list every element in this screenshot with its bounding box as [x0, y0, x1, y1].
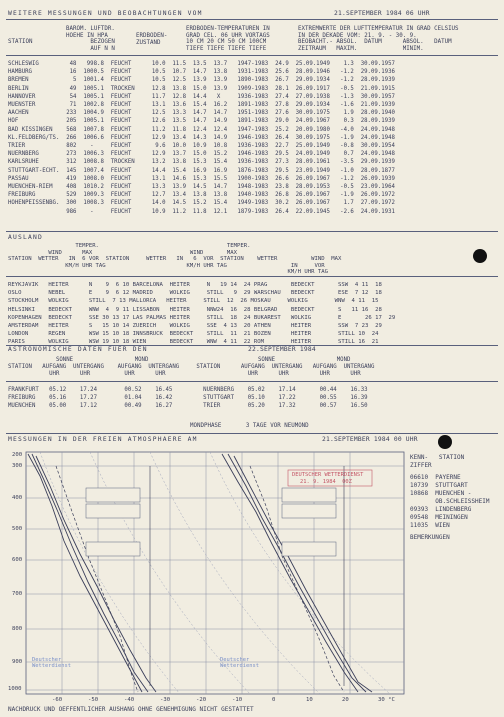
table-row: KOPENHAGEN BEDECKT SSE 30 13 17 LAS PALMAS HEITER STILL 18 24 BUKAREST WOLKIG E 26 17 29: [8, 314, 396, 321]
divider: [6, 433, 498, 434]
dwd-stamp-line1: DEUTSCHER WETTERDIENST: [292, 472, 364, 478]
table-row: BAD KISSINGEN 568 1007.8 FEUCHT 11.2 11.8 12.4 12.4 1947-1983 25.2 20.09.1980 -4.0 24.09.1948: [8, 126, 395, 133]
table-row: HOF 205 1005.1 FEUCHT 12.6 13.5 14.7 14.9 1891-1983 29.0 24.09.1967 0.3 28.09.1939: [8, 118, 395, 125]
table-row: PARIS WOLKIG WSW 19 10 18 WIEN BEDECKT WNW 4 11 22 ROM HEITER STILL 16 21: [8, 339, 379, 346]
table-row: HAMBURG 16 1000.5 FEUCHT 10.5 10.7 14.7 13.8 1931-1983 25.6 28.09.1946 -1.2 29.09.1936: [8, 69, 395, 76]
list-item: 06610 PAYERNE: [410, 474, 461, 481]
temp-label: 0: [272, 697, 276, 703]
footer-note: NACHDRUCK UND OEFFENTLICHER AUSHANG OHNE GENEHMIGUNG NICHT GESTATTET: [8, 706, 254, 713]
page-title: WEITERE MESSUNGEN UND BEOBACHTUNGEN VOM: [8, 10, 203, 17]
remarks-label: BEMERKUNGEN: [410, 534, 450, 541]
temp-label: -10: [232, 697, 243, 703]
temp-label: -40: [124, 697, 135, 703]
astro-col-header: SONNE MOND SONNE MOND STATION AUFGANG UNTERGANG AUFGANG UNTERGANG STATION AUFGANG UNTERGANG AUFGANG UNTERGANG UHR UHR UHR UHR UHR UHR UHR UHR: [8, 357, 375, 377]
list-item: 10739 STUTTGART: [410, 482, 468, 489]
divider: [6, 276, 498, 277]
table-row: MUENCHEN-RIEM 408 1010.2 FEUCHT 13.3 13.9 14.5 14.7 1948-1983 23.8 28.09.1953 -0.5 23.09.1964: [8, 184, 395, 190]
list-item: 11035 WIEN: [410, 522, 450, 529]
ausland-col-header: TEMPER. TEMPER. WIND MAX WIND MAX STATION WETTER IN 6 VOR STATION WETTER IN 6 VOR STATION WETTER WIND MAX KM/H UHR TAG KM/H UHR TAG IN VOR KM/H UHR TAG: [8, 243, 342, 276]
divider: [6, 19, 498, 20]
table-row: BERLIN 49 1005.1 TROCKEN 12.8 13.8 15.0 13.9 1909-1983 28.1 26.09.1917 -0.5 21.09.1915: [8, 85, 395, 92]
table-row: MUENCHEN 05.00 17.12 00.49 16.27 TRIER 05.20 17.32 00.57 16.50: [8, 403, 368, 410]
table-row: LONDON REGEN WSW 15 10 18 INNSBRUCK BEDECKT STILL 11 21 BOZEN HEITER STILL 10 24: [8, 331, 379, 338]
table-row: AMSTERDAM HEITER S 15 10 14 ZUERICH WOLKIG SSE 4 13 20 ATHEN HEITER SSW 7 23 29: [8, 323, 382, 329]
diagram-frame: [26, 452, 404, 694]
col-soiltemp-header: ERDBODEN-TEMPERATUREN IN GRAD CEL. 06 UHR VORTAGS 10 CM 20 CM 50 CM 100CM TIEFE TIEFE TIEFE TIEFE: [186, 26, 270, 52]
col-baro-header: BAROM. LUFTDR. HOEHE IN HPA BEZOGEN AUF N N: [66, 26, 115, 52]
temp-label: -30: [160, 697, 171, 703]
temp-label: 30 °C: [378, 697, 395, 703]
table-row: 986 - FEUCHT 10.9 11.2 11.8 12.1 1879-1983 26.4 22.09.1945 -2.6 24.09.1931: [8, 208, 395, 215]
section-title-ausland: AUSLAND: [8, 234, 43, 241]
dwd-stamp-line2: 21. 9. 1984 00Z: [300, 479, 352, 485]
list-item: 09548 MEININGEN: [410, 514, 468, 521]
pressure-label: 200: [12, 452, 23, 458]
temp-label: -20: [196, 697, 207, 703]
table-row: FREIBURG 05.16 17.27 01.04 16.42 STUTTGART 05.10 17.22 00.55 16.39: [8, 395, 368, 402]
table-row: MUENSTER 71 1002.8 FEUCHT 13.1 13.6 15.4 16.2 1891-1983 27.8 29.09.1934 -1.6 21.09.1939: [8, 102, 395, 108]
pressure-label: 600: [12, 557, 23, 563]
pressure-label: 800: [12, 626, 23, 632]
aerology-date: 21.SEPTEMBER 1984 00 UHR: [322, 436, 418, 443]
col-extreme-header: EXTREMWERTE DER LUFTTEMPERATUR IN GRAD CELSIUS IN DER DEKADE VOM: 21. 9. - 30. 9. BEOBACHT.- ABSOL. DATUM ABSOL. DATUM ZEITRAUM MAXIM. MINIM.: [298, 26, 459, 52]
table-row: HANNOVER 54 1005.1 FEUCHT 11.7 12.8 14.4 X 1936-1983 27.4 27.09.1938 -1.3 30.09.1957: [8, 93, 395, 100]
table-row: NUERNBERG 273 1006.3 FEUCHT 12.9 13.7 15.0 15.2 1946-1983 29.5 24.09.1949 0.7 24.09.1948: [8, 151, 395, 158]
moon-phase: MONDPHASE 3 TAGE VOR NEUMOND: [190, 423, 309, 429]
temp-label: 20: [342, 697, 349, 703]
page-date: 21.SEPTEMBER 1984 06 UHR: [334, 10, 430, 17]
col-ground-header: ERDBODEN- ZUSTAND: [136, 33, 168, 46]
pressure-label: 400: [12, 495, 23, 501]
divider: [6, 381, 498, 382]
pressure-label: 900: [12, 659, 23, 665]
table-row: PASSAU 419 1008.0 FEUCHT 13.1 14.6 15.3 15.5 1900-1983 26.6 26.09.1967 -1.2 26.09.1939: [8, 175, 395, 182]
table-row: KARLSRUHE 312 1008.8 TROCKEN 13.2 13.8 15.3 15.4 1936-1983 27.3 28.09.1961 -3.5 29.09.1939: [8, 159, 395, 166]
list-item: 10868 MUENCHEN -: [410, 490, 472, 497]
temp-label: -50: [88, 697, 99, 703]
table-row: STUTTGART-ECHT. 145 1007.4 FEUCHT 14.4 15.4 16.9 16.9 1876-1983 29.5 23.09.1949 -1.0 28.09.1877: [8, 167, 395, 174]
astro-date: 22.SEPTEMBER 1984: [248, 346, 316, 353]
section-title-aerology: MESSUNGEN IN DER FREIEN ATMOSPHAERE AM: [8, 436, 198, 443]
col-station-header: STATION: [8, 39, 33, 45]
divider: [6, 55, 498, 56]
table-row: BREMEN 5 1001.4 FEUCHT 10.5 12.5 13.9 13.9 1890-1983 26.7 29.09.1934 -1.2 28.09.1939: [8, 77, 395, 84]
pressure-label: 700: [12, 591, 23, 597]
temp-label: 10: [306, 697, 313, 703]
table-row: SCHLESWIG 48 998.8 FEUCHT 10.0 11.5 13.5 13.7 1947-1983 24.9 25.09.1949 1.3 30.09.1957: [8, 61, 395, 67]
pressure-label: 500: [12, 526, 23, 532]
table-row: KL.FELDBERG/TS. 266 1006.6 FEUCHT 12.9 13.4 14.3 14.9 1946-1983 26.4 30.09.1975 -1.9 24.09.1948: [8, 134, 395, 141]
pressure-label: 1000: [8, 686, 22, 692]
table-row: HELSINKI BEDECKT WNW 4 9 11 LISSABON HEITER NNW24 16 28 BELGRAD BEDECKT S 11 16 28: [8, 306, 382, 313]
list-item: OB.SCHLEISSHEIM: [410, 498, 490, 505]
table-row: AACHEN 233 1004.9 FEUCHT 12.5 13.3 14.7 14.7 1951-1983 27.6 30.09.1975 1.9 28.09.1940: [8, 110, 395, 117]
dwd-stamp-left: Deutscher Wetterdienst: [32, 657, 71, 669]
divider: [6, 231, 498, 232]
table-row: FREIBURG 529 1009.3 FEUCHT 12.7 13.4 13.8 13.8 1940-1983 26.8 26.09.1967 -1.9 26.09.1972: [8, 192, 395, 199]
temp-label: -60: [52, 697, 63, 703]
table-row: TRIER 802 - FEUCHT 9.6 10.0 10.9 10.8 1936-1983 22.7 25.09.1949 -0.8 30.09.1954: [8, 143, 395, 149]
table-row: FRANKFURT 05.12 17.24 00.52 16.45 NUERNBERG 05.02 17.14 00.44 16.33: [8, 387, 368, 393]
pressure-gridlines: [26, 466, 404, 690]
pressure-label: 300: [12, 463, 23, 469]
table-row: STOCKHOLM WOLKIG STILL 7 13 MALLORCA HEITER STILL 12 26 MOSKAU WOLKIG WNW 4 11 15: [8, 298, 379, 305]
table-row: REYKJAVIK HEITER N 9 6 10 BARCELONA HEITER N 19 14 24 PRAG BEDECKT SSW 4 11 18: [8, 282, 382, 288]
table-row: OSLO NEBEL E 9 6 12 MADRID WOLKIG STILL 9 29 WARSCHAU BEDECKT ESE 7 12 18: [8, 290, 382, 297]
list-item: 09393 LINDENBERG: [410, 506, 472, 513]
table-row: HOHENPEISSENBG. 300 1008.3 FEUCHT 14.0 14.5 15.2 15.4 1949-1983 30.2 26.09.1967 1.7 27.09.1972: [8, 200, 395, 207]
dwd-stamp-right: Deutscher Wetterdienst: [220, 657, 259, 669]
station-legend-title: KENN- STATION ZIFFER: [410, 454, 465, 469]
punch-hole: [473, 249, 487, 263]
section-title-astro: ASTRONOMISCHE DATEN FUER DEN: [8, 346, 148, 353]
